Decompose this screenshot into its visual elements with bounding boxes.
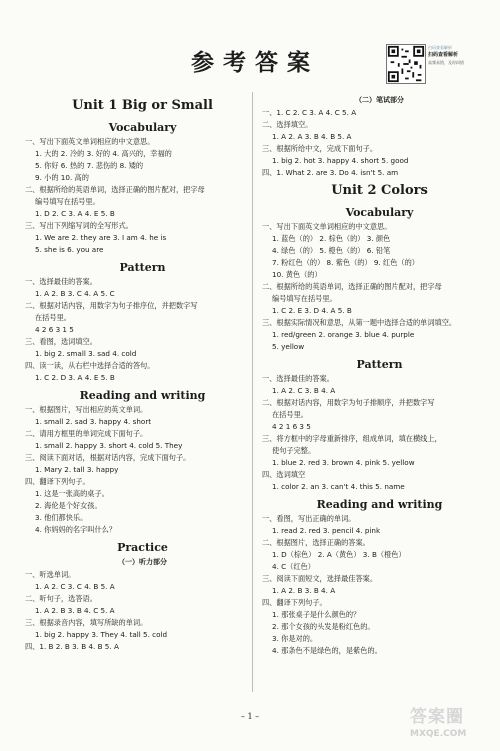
answer-line: 一、写出下面英文单词相应的中文意思。	[262, 222, 392, 231]
answer-line: 二、根据对话内容，用数字为句子排序位，并把数字写	[25, 301, 198, 310]
answer-line: 3. 他们都快乐。	[35, 513, 88, 522]
answer-line: 1. big 2. hot 3. happy 4. short 5. good	[272, 156, 409, 165]
section-heading: Vocabulary	[108, 121, 177, 134]
answer-line: 1. A 2. B 3. B 4. A	[272, 586, 336, 595]
answer-line: 9. 小的 10. 高的	[35, 173, 89, 182]
answer-line: 二、请用方框里的单词完成下面句子。	[25, 429, 148, 438]
answer-line: 1. 这是一张高的桌子。	[35, 489, 109, 498]
qr-caption: 扫码查看解析 扫码查看解析 高频易错，及时纠错	[428, 45, 464, 65]
answer-line: 四、1. What 2. are 3. Do 4. isn't 5. am	[262, 168, 399, 177]
left-column	[25, 94, 260, 653]
answer-line: 5. she is 6. you are	[35, 245, 104, 254]
answer-line: 四、1. B 2. B 3. B 4. B 5. A	[25, 642, 119, 651]
answer-line: 三、根据所给中文，完成下面句子。	[262, 144, 378, 153]
section-heading: Reading and writing	[79, 389, 206, 402]
answer-line: 一、根据图片，写出相应的英文单词。	[25, 405, 148, 414]
answer-line: 10. 黄色（的）	[272, 270, 322, 279]
answer-line: 7. 粉红色（的） 8. 紫色（的） 9. 红色（的）	[272, 258, 419, 267]
answer-line: 1. small 2. happy 3. short 4. cold 5. They	[35, 441, 183, 450]
answer-line: 四、选词填空	[262, 470, 306, 479]
answer-line: 4 2 6 3 1 5	[35, 325, 74, 334]
answer-line: 1. 蓝色（的） 2. 棕色（的） 3. 颜色	[272, 234, 391, 243]
page-number: – 1 –	[240, 712, 260, 721]
answer-line: 4. 绿色（的） 5. 橙色（的） 6. 铅笔	[272, 246, 391, 255]
answer-line: 5. 你好 6. 热的 7. 悲伤的 8. 矮的	[35, 161, 144, 170]
answer-line: 2. 那个女孩的头发是粉红色的。	[272, 622, 375, 631]
answer-line: 三、看图，选词填空。	[25, 337, 97, 346]
answer-line: 二、根据图片，选择正确的答案。	[262, 538, 370, 547]
answer-line: 四、翻译下列句子。	[25, 477, 90, 486]
answer-line: 1. D（棕色） 2. A（黄色） 3. B（橙色）	[272, 550, 406, 559]
answer-line: 3. 你是对的。	[272, 634, 318, 643]
answer-line: 5. yellow	[272, 342, 305, 351]
answer-line: 三、阅读下面短文，选择最佳答案。	[262, 574, 378, 583]
answer-line: 4. 你妈妈的名字叫什么？	[35, 525, 117, 534]
answer-line: 1. A 2. A 3. B 4. B 5. A	[272, 132, 352, 141]
answer-line: 一、1. C 2. C 3. A 4. C 5. A	[262, 108, 357, 117]
answer-line: 1. A 2. B 3. C 4. A 5. C	[35, 289, 115, 298]
answer-line: 1. A 2. C 3. B 4. A	[272, 386, 336, 395]
section-heading: Pattern	[119, 261, 166, 274]
answer-line: 4. C（红色）	[272, 562, 315, 571]
answer-line: 1. 大的 2. 冷的 3. 好的 4. 高兴的，幸福的	[35, 149, 172, 158]
section-heading: Pattern	[356, 358, 403, 371]
right-column	[262, 94, 497, 657]
answer-line: 4. 那条色不是绿色的，是紫色的。	[272, 646, 382, 655]
answer-line: 1. small 2. sad 3. happy 4. short	[35, 417, 152, 426]
answer-line: 一、写出下面英文单词相应的中文意思。	[25, 137, 155, 146]
answer-line: 1. A 2. C 3. C 4. B 5. A	[35, 582, 115, 591]
answer-line: 编号填写在括号里。	[35, 197, 100, 206]
answer-line: 1. D 2. C 3. A 4. E 5. B	[35, 209, 115, 218]
section-heading: Reading and writing	[316, 498, 443, 511]
answer-line: 在括号里。	[35, 313, 71, 322]
answer-line: 1. big 2. small 3. sad 4. cold	[35, 349, 137, 358]
answer-line: 1. 那张桌子是什么颜色的？	[272, 610, 361, 619]
subsection-heading: （二）笔试部分	[355, 96, 404, 104]
answer-line: 4 2 1 6 3 5	[272, 422, 311, 431]
answer-line: 编号填写在括号里。	[272, 294, 337, 303]
unit-heading: Unit 1 Big or Small	[72, 98, 213, 113]
watermark-logo: 答案圈 MXQE.COM	[410, 707, 467, 739]
answer-line: 四、翻译下列句子。	[262, 598, 327, 607]
answer-line: 一、选择最佳的答案。	[25, 277, 97, 286]
answer-line: 1. C 2. E 3. D 4. A 5. B	[272, 306, 352, 315]
answer-line: 二、根据所给的英语单词，选择正确的图片配对，把字母	[262, 282, 442, 291]
qr-code-icon[interactable]	[386, 44, 426, 84]
answer-line: 一、听选单词。	[25, 570, 76, 579]
answer-line: 2. 海伦是个好女孩。	[35, 501, 102, 510]
answer-line: 三、将方框中的字母重新排序，组成单词，填在横线上，	[262, 434, 442, 443]
page-title: 参考答案	[191, 50, 319, 76]
answer-line: 在括号里。	[272, 410, 308, 419]
unit-heading: Unit 2 Colors	[331, 183, 428, 198]
answer-line: 四、读一读，从右栏中选择合适的答句。	[25, 361, 155, 370]
answer-line: 1. We are 2. they are 3. I am 4. he is	[35, 233, 167, 242]
answer-line: 1. blue 2. red 3. brown 4. pink 5. yellow	[272, 458, 415, 467]
answer-line: 三、根据录音内容，填写所缺的单词。	[25, 618, 148, 627]
answer-line: 三、根据实际情况和意思，从第一题中选择合适的单词填空。	[262, 318, 457, 327]
answer-line: 1. color 2. an 3. can't 4. this 5. name	[272, 482, 405, 491]
answer-line: 二、选择填空。	[262, 120, 313, 129]
answer-line: 二、根据对话内容，用数字为句子排顺序，并把数字写	[262, 398, 435, 407]
answer-line: 1. Mary 2. tall 3. happy	[35, 465, 119, 474]
section-heading: Practice	[117, 541, 168, 554]
answer-line: 一、选择最佳的答案。	[262, 374, 334, 383]
answer-line: 1. big 2. happy 3. They 4. tall 5. cold	[35, 630, 168, 639]
section-heading: Vocabulary	[345, 206, 414, 219]
answer-line: 1. C 2. D 3. A 4. E 5. B	[35, 373, 115, 382]
answer-line: 三、阅读下面对话，根据对话内容，完成下面句子。	[25, 453, 191, 462]
answer-line: 使句子完整。	[272, 446, 316, 455]
answer-line: 二、听句子，选答语。	[25, 594, 97, 603]
answer-line: 1. read 2. red 3. pencil 4. pink	[272, 526, 381, 535]
answer-line: 三、写出下列缩写词的全写形式。	[25, 221, 133, 230]
answer-line: 二、根据所给的英语单词，选择正确的图片配对，把字母	[25, 185, 205, 194]
qr-code-block[interactable]	[386, 44, 470, 88]
answer-line: 1. A 2. B 3. B 4. C 5. A	[35, 606, 115, 615]
answer-line: 一、看图，写出正确的单词。	[262, 514, 356, 523]
answer-line: 1. red/green 2. orange 3. blue 4. purple	[272, 330, 415, 339]
subsection-heading: （一）听力部分	[118, 558, 167, 566]
